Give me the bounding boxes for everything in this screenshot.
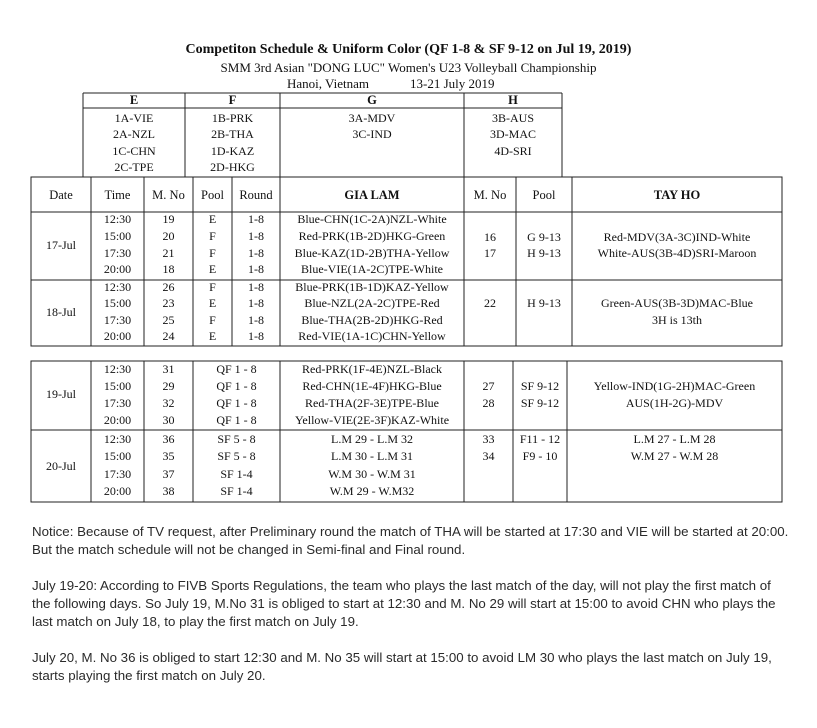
mno-cell: 20: [162, 229, 175, 243]
document-subtitle: SMM 3rd Asian "DONG LUC" Women's U23 Volleyball Championship: [220, 60, 597, 75]
tayho-pool-cell: SF 9-12: [520, 396, 560, 410]
time-cell: 20:00: [103, 484, 132, 498]
time-cell: 15:00: [103, 379, 132, 393]
date-label: 18-Jul: [46, 305, 76, 319]
match-cell: Blue-CHN(1C-2A)NZL-White: [297, 212, 447, 226]
tayho-mno-cell: 17: [484, 246, 496, 260]
col-header-pool-2: Pool: [532, 188, 556, 202]
match-cell: Red-THA(2F-3E)TPE-Blue: [305, 396, 439, 410]
time-cell: 15:00: [103, 296, 132, 310]
mno-cell: 18: [162, 262, 175, 276]
col-header-gia-lam: GIA LAM: [344, 188, 400, 202]
mno-cell: 36: [162, 432, 175, 446]
pool-cell: F: [209, 246, 216, 260]
pool-g-team: 3A-MDV: [348, 111, 396, 125]
round-cell: SF 5 - 8: [217, 449, 256, 463]
time-cell: 17:30: [103, 313, 132, 327]
round-cell: SF 1-4: [220, 484, 253, 498]
tayho-match-cell: Green-AUS(3B-3D)MAC-Blue: [601, 296, 753, 310]
match-cell: L.M 29 - L.M 32: [331, 432, 413, 446]
pool-cell: F: [209, 313, 216, 327]
time-cell: 12:30: [103, 432, 132, 446]
time-cell: 15:00: [103, 449, 132, 463]
mno-cell: 25: [162, 313, 175, 327]
pool-cell: F: [209, 229, 216, 243]
col-header-mno: M. No: [152, 188, 185, 202]
mno-cell: 19: [162, 212, 175, 226]
round-cell: QF 1 - 8: [216, 362, 257, 376]
time-cell: 12:30: [103, 280, 132, 294]
match-cell: Blue-KAZ(1D-2B)THA-Yellow: [294, 246, 450, 260]
notice-paragraph: Notice: Because of TV request, after Preliminary round the match of THA will be started at 17:30 and VIE will be started at 20:00. But the match schedule will not be changed in Semi-final and Final round.: [32, 524, 789, 557]
pool-cell: E: [208, 262, 217, 276]
venue-text: Hanoi, Vietnam: [287, 76, 370, 91]
round-cell: 1-8: [248, 212, 264, 226]
mno-cell: 35: [162, 449, 175, 463]
tayho-mno-cell: 33: [482, 432, 495, 446]
tayho-mno-cell: 28: [482, 396, 495, 410]
tayho-pool-cell: H 9-13: [527, 296, 561, 310]
round-cell: QF 1 - 8: [216, 379, 257, 393]
pool-e-header: E: [129, 93, 139, 107]
match-cell: Red-CHN(1E-4F)HKG-Blue: [302, 379, 442, 393]
pool-f-header: F: [228, 93, 237, 107]
time-cell: 17:30: [103, 396, 132, 410]
tayho-pool-cell: H 9-13: [527, 246, 561, 260]
mno-cell: 26: [162, 280, 175, 294]
round-cell: SF 1-4: [220, 467, 253, 481]
pool-g-team: 3C-IND: [352, 127, 392, 141]
col-header-pool: Pool: [201, 188, 224, 202]
mno-cell: 21: [162, 246, 175, 260]
time-cell: 17:30: [103, 246, 132, 260]
pool-e-team: 2C-TPE: [114, 160, 154, 174]
col-header-tay-ho: TAY HO: [653, 188, 701, 202]
time-cell: 20:00: [103, 329, 132, 343]
mno-cell: 38: [162, 484, 175, 498]
pool-f-team: 1D-KAZ: [210, 144, 255, 158]
mno-cell: 30: [162, 413, 175, 427]
tayho-match-cell: Yellow-IND(1G-2H)MAC-Green: [593, 379, 756, 393]
match-cell: Red-PRK(1F-4E)NZL-Black: [302, 362, 442, 376]
notice-paragraph: July 19-20: According to FIVB Sports Regulations, the team who plays the last match of the day, will not play the first match of the following days. So July 19, M.No 31 is obliged to start at 12:30 and M. No 29 will start at 15:00 to avoid CHN who plays the last match on July 18, to play the first match on July 19.: [32, 578, 776, 629]
mno-cell: 37: [162, 467, 175, 481]
pool-f-team: 1B-PRK: [211, 111, 254, 125]
pool-f-team: 2B-THA: [211, 127, 254, 141]
pool-h-team: 3B-AUS: [491, 111, 534, 125]
date-label: 17-Jul: [46, 238, 76, 252]
match-cell: Red-VIE(1A-1C)CHN-Yellow: [298, 329, 446, 343]
match-cell: Blue-THA(2B-2D)HKG-Red: [301, 313, 443, 327]
round-cell: SF 5 - 8: [217, 432, 256, 446]
tayho-pool-cell: G 9-13: [527, 230, 561, 244]
match-cell: Blue-PRK(1B-1D)KAZ-Yellow: [295, 280, 449, 294]
col-header-round: Round: [239, 188, 273, 202]
date-label: 20-Jul: [46, 459, 76, 473]
pool-h-team: 3D-MAC: [489, 127, 536, 141]
time-cell: 20:00: [103, 262, 132, 276]
pool-cell: F: [209, 280, 216, 294]
round-cell: 1-8: [248, 246, 264, 260]
match-cell: Red-PRK(1B-2D)HKG-Green: [298, 229, 446, 243]
tayho-note: 3H is 13th: [651, 313, 702, 327]
pool-cell: E: [208, 329, 217, 343]
mno-cell: 24: [162, 329, 175, 343]
pool-e-team: 1C-CHN: [112, 144, 156, 158]
date-label: 19-Jul: [46, 387, 76, 401]
pool-f-team: 2D-HKG: [210, 160, 255, 174]
round-cell: 1-8: [248, 296, 264, 310]
tayho-mno-cell: 16: [484, 230, 496, 244]
pool-h-header: H: [508, 93, 518, 107]
round-cell: 1-8: [248, 229, 264, 243]
dates-text: 13-21 July 2019: [410, 76, 495, 91]
pool-cell: E: [208, 212, 217, 226]
round-cell: 1-8: [248, 262, 264, 276]
tayho-mno-cell: 27: [482, 379, 495, 393]
match-cell: L.M 30 - L.M 31: [331, 449, 413, 463]
match-cell: Yellow-VIE(2E-3F)KAZ-White: [294, 413, 450, 427]
time-cell: 12:30: [103, 212, 132, 226]
tayho-mno-cell: 22: [484, 296, 496, 310]
mno-cell: 23: [162, 296, 175, 310]
notice-paragraph: July 20, M. No 36 is obliged to start 12:30 and M. No 35 will start at 15:00 to avoid LM 30 who plays the last match on July 19, starts playing the first match on July 20.: [32, 650, 772, 683]
mno-cell: 31: [162, 362, 175, 376]
pool-e-team: 2A-NZL: [113, 127, 155, 141]
pool-cell: E: [208, 296, 217, 310]
pool-e-team: 1A-VIE: [114, 111, 154, 125]
tayho-match-cell: AUS(1H-2G)-MDV: [625, 396, 724, 410]
tayho-match-cell: L.M 27 - L.M 28: [633, 432, 716, 446]
tayho-match-cell: Red-MDV(3A-3C)IND-White: [603, 230, 751, 244]
col-header-date: Date: [49, 188, 73, 202]
tayho-match-cell: White-AUS(3B-4D)SRI-Maroon: [597, 246, 757, 260]
match-cell: Blue-NZL(2A-2C)TPE-Red: [304, 296, 440, 310]
tayho-mno-cell: 34: [482, 449, 495, 463]
time-cell: 20:00: [103, 413, 132, 427]
tayho-pool-cell: F11 - 12: [519, 432, 561, 446]
tayho-pool-cell: SF 9-12: [520, 379, 560, 393]
round-cell: 1-8: [248, 329, 264, 343]
pool-g-header: G: [367, 93, 377, 107]
match-cell: W.M 30 - W.M 31: [328, 467, 416, 481]
mno-cell: 29: [162, 379, 175, 393]
pool-h-team: 4D-SRI: [494, 144, 532, 158]
round-cell: QF 1 - 8: [216, 413, 257, 427]
tayho-match-cell: W.M 27 - W.M 28: [630, 449, 719, 463]
tayho-pool-cell: F9 - 10: [522, 449, 558, 463]
document-title: Competiton Schedule & Uniform Color (QF 1-8 & SF 9-12 on Jul 19, 2019): [185, 42, 632, 57]
round-cell: QF 1 - 8: [216, 396, 257, 410]
mno-cell: 32: [162, 396, 175, 410]
match-cell: W.M 29 - W.M32: [329, 484, 415, 498]
col-header-mno-2: M. No: [473, 188, 507, 202]
match-cell: Blue-VIE(1A-2C)TPE-White: [301, 262, 443, 276]
time-cell: 17:30: [103, 467, 132, 481]
round-cell: 1-8: [248, 280, 264, 294]
round-cell: 1-8: [248, 313, 264, 327]
col-header-time: Time: [104, 188, 131, 202]
time-cell: 15:00: [103, 229, 132, 243]
time-cell: 12:30: [103, 362, 132, 376]
